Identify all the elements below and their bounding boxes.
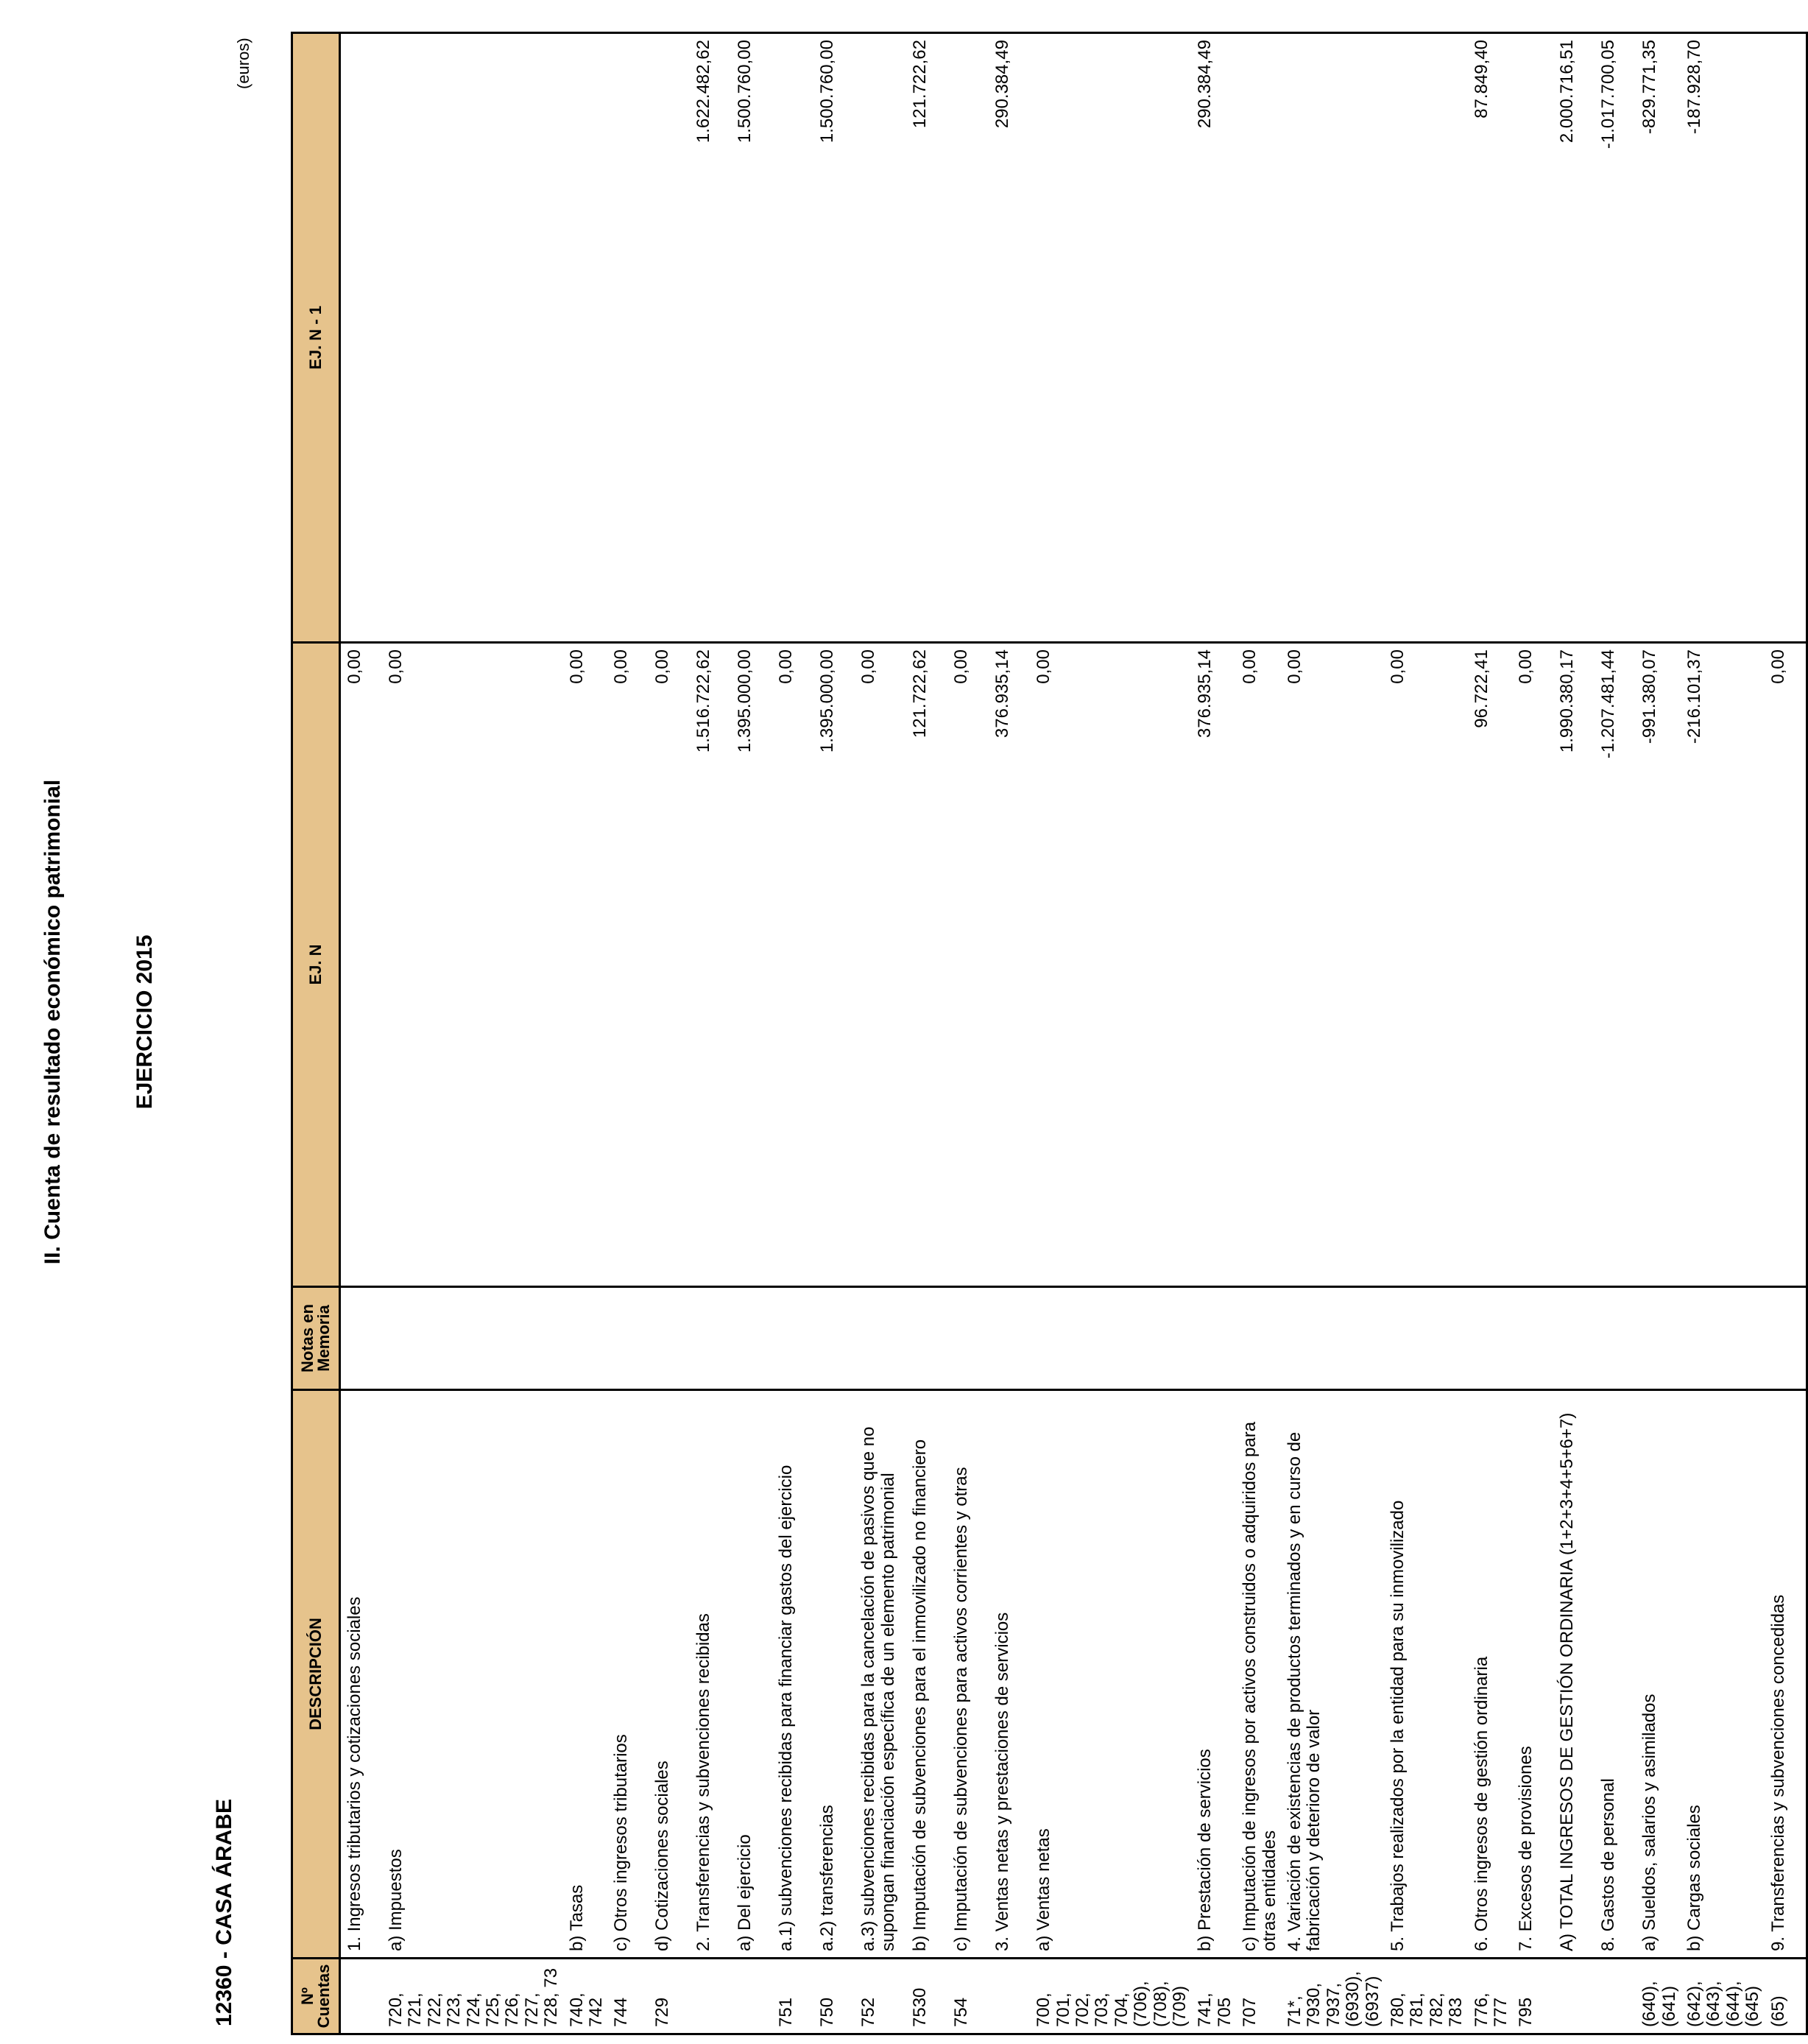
cell-current-year: 0,00: [1384, 643, 1468, 1287]
cell-account: [340, 1959, 383, 2034]
table-row: [690, 33, 731, 2034]
cell-account: (65): [1765, 1959, 1807, 2034]
table-row: [1468, 33, 1513, 2034]
cell-notes: [947, 1287, 989, 1390]
cell-account: 707: [1236, 1959, 1281, 2034]
cell-description: a) Ventas netas: [1030, 1390, 1191, 1959]
cell-current-year: 0,00: [1281, 643, 1384, 1287]
table-row: [731, 33, 772, 2034]
cell-account: 741, 705: [1191, 1959, 1236, 2034]
cell-current-year: 1.395.000,00: [813, 643, 855, 1287]
cell-current-year: 0,00: [1236, 643, 1281, 1287]
cell-notes: [1384, 1287, 1468, 1390]
cell-current-year: 0,00: [340, 643, 383, 1287]
cell-previous-year: [1236, 33, 1281, 643]
cell-account: 71*, 7930, 7937, (6930), (6937): [1281, 1959, 1384, 2034]
cell-previous-year: 290.384,49: [1191, 33, 1236, 643]
cell-current-year: 96.722,41: [1468, 643, 1513, 1287]
cell-notes: [813, 1287, 855, 1390]
cell-account: 776, 777: [1468, 1959, 1513, 2034]
table-row: [1681, 33, 1765, 2034]
table-row: [1236, 33, 1281, 2034]
cell-notes: [1595, 1287, 1636, 1390]
cell-current-year: 0,00: [1030, 643, 1191, 1287]
cell-description: 6. Otros ingresos de gestión ordinaria: [1468, 1390, 1513, 1959]
cell-current-year: 0,00: [607, 643, 649, 1287]
cell-previous-year: [1384, 33, 1468, 643]
cell-description: 9. Transferencias y subvenciones concedidas: [1765, 1390, 1807, 1959]
cell-notes: [563, 1287, 608, 1390]
table-row: [1765, 33, 1807, 2034]
cell-description: b) Tasas: [563, 1390, 608, 1959]
cell-current-year: -216.101,37: [1681, 643, 1765, 1287]
cell-notes: [1765, 1287, 1807, 1390]
cell-current-year: 376.935,14: [1191, 643, 1236, 1287]
cell-current-year: 1.990.380,17: [1553, 643, 1595, 1287]
cell-description: b) Prestación de servicios: [1191, 1390, 1236, 1959]
cell-notes: [1681, 1287, 1765, 1390]
cell-account: 744: [607, 1959, 649, 2034]
cell-previous-year: 1.500.760,00: [731, 33, 772, 643]
cell-description: A) TOTAL INGRESOS DE GESTIÓN ORDINARIA (1+2+3+4+5+6+7): [1553, 1390, 1595, 1959]
cell-previous-year: 2.000.716,51: [1553, 33, 1595, 643]
cell-description: 8. Gastos de personal: [1595, 1390, 1636, 1959]
table-row: [989, 33, 1030, 2034]
cell-current-year: 0,00: [947, 643, 989, 1287]
cell-notes: [1281, 1287, 1384, 1390]
cell-account: [1595, 1959, 1636, 2034]
cell-previous-year: 1.500.760,00: [813, 33, 855, 643]
cell-description: 2. Transferencias y subvenciones recibidas: [690, 1390, 731, 1959]
cell-previous-year: 1.622.482,62: [690, 33, 731, 643]
cell-previous-year: [1512, 33, 1553, 643]
cell-notes: [855, 1287, 906, 1390]
table-row: [813, 33, 855, 2034]
cell-previous-year: -187.928,70: [1681, 33, 1765, 643]
cell-description: a) Del ejercicio: [731, 1390, 772, 1959]
cell-description: 5. Trabajos realizados por la entidad para su inmovilizado: [1384, 1390, 1468, 1959]
entity-name: 12360 - CASA ÁRABE: [212, 1799, 236, 2026]
cell-previous-year: [1281, 33, 1384, 643]
cell-account: [731, 1959, 772, 2034]
cell-account: 750: [813, 1959, 855, 2034]
cell-notes: [1236, 1287, 1281, 1390]
cell-notes: [649, 1287, 690, 1390]
cell-current-year: -991.380,07: [1636, 643, 1681, 1287]
table-body: [340, 33, 1807, 2034]
cell-description: a.1) subvenciones recibidas para financiar gastos del ejercicio: [772, 1390, 813, 1959]
cell-account: 740, 742: [563, 1959, 608, 2034]
table-row: [855, 33, 906, 2034]
cell-previous-year: [1030, 33, 1191, 643]
cell-description: a.2) transferencias: [813, 1390, 855, 1959]
cell-previous-year: [607, 33, 649, 643]
cell-account: 751: [772, 1959, 813, 2034]
cell-notes: [989, 1287, 1030, 1390]
cell-previous-year: [563, 33, 608, 643]
currency-unit: (euros): [234, 38, 253, 89]
cell-notes: [1468, 1287, 1513, 1390]
cell-notes: [731, 1287, 772, 1390]
cell-notes: [772, 1287, 813, 1390]
cell-previous-year: [947, 33, 989, 643]
cell-current-year: 121.722,62: [906, 643, 947, 1287]
cell-account: [690, 1959, 731, 2034]
cell-account: [1553, 1959, 1595, 2034]
cell-description: 3. Ventas netas y prestaciones de servicios: [989, 1390, 1030, 1959]
cell-account: 754: [947, 1959, 989, 2034]
table-row: [947, 33, 989, 2034]
table-row: [1191, 33, 1236, 2034]
cell-account: (642), (643), (644), (645): [1681, 1959, 1765, 2034]
table-row: [563, 33, 608, 2034]
cell-previous-year: [340, 33, 383, 643]
table-row: [1512, 33, 1553, 2034]
cell-account: 780, 781, 782, 783: [1384, 1959, 1468, 2034]
cell-description: 4. Variación de existencias de productos terminados y en curso de fabricación y deterioro de valor: [1281, 1390, 1384, 1959]
cell-description: 1. Ingresos tributarios y cotizaciones sociales: [340, 1390, 383, 1959]
column-header-notes: Notas en Memoria: [292, 1287, 340, 1390]
cell-current-year: 0,00: [772, 643, 813, 1287]
cell-notes: [382, 1287, 563, 1390]
table-row: [649, 33, 690, 2034]
cell-previous-year: [855, 33, 906, 643]
cell-account: 7530: [906, 1959, 947, 2034]
cell-notes: [906, 1287, 947, 1390]
cell-account: 795: [1512, 1959, 1553, 2034]
cell-description: c) Imputación de ingresos por activos construidos o adquiridos para otras entidades: [1236, 1390, 1281, 1959]
cell-description: c) Otros ingresos tributarios: [607, 1390, 649, 1959]
cell-previous-year: 121.722,62: [906, 33, 947, 643]
cell-previous-year: 290.384,49: [989, 33, 1030, 643]
cell-notes: [1636, 1287, 1681, 1390]
table-header-row: [292, 33, 340, 2034]
cell-account: 720, 721, 722, 723, 724, 725, 726, 727, 728, 73: [382, 1959, 563, 2034]
column-header-previous-year: EJ. N - 1: [292, 33, 340, 643]
cell-description: a) Impuestos: [382, 1390, 563, 1959]
cell-previous-year: [772, 33, 813, 643]
cell-account: (640), (641): [1636, 1959, 1681, 2034]
cell-previous-year: -1.017.700,05: [1595, 33, 1636, 643]
cell-description: 7. Excesos de provisiones: [1512, 1390, 1553, 1959]
cell-previous-year: -829.771,35: [1636, 33, 1681, 643]
cell-notes: [340, 1287, 383, 1390]
cell-notes: [1553, 1287, 1595, 1390]
fiscal-year-heading: EJERCICIO 2015: [133, 934, 157, 1110]
column-header-current-year: EJ. N: [292, 643, 340, 1287]
cell-description: c) Imputación de subvenciones para activos corrientes y otras: [947, 1390, 989, 1959]
cell-previous-year: [649, 33, 690, 643]
cell-current-year: 0,00: [649, 643, 690, 1287]
table-row: [382, 33, 563, 2034]
cell-current-year: 376.935,14: [989, 643, 1030, 1287]
income-statement-table: [291, 32, 1808, 2035]
table-row: [1595, 33, 1636, 2034]
cell-notes: [607, 1287, 649, 1390]
cell-account: 729: [649, 1959, 690, 2034]
cell-previous-year: [382, 33, 563, 643]
page-title: II. Cuenta de resultado económico patrimonial: [40, 779, 65, 1265]
cell-notes: [1512, 1287, 1553, 1390]
table-row: [1281, 33, 1384, 2034]
cell-current-year: 0,00: [1512, 643, 1553, 1287]
cell-notes: [1191, 1287, 1236, 1390]
cell-account: [989, 1959, 1030, 2034]
table-row: [1553, 33, 1595, 2034]
table-row: [1384, 33, 1468, 2034]
cell-description: d) Cotizaciones sociales: [649, 1390, 690, 1959]
column-header-description: DESCRIPCIÓN: [292, 1390, 340, 1959]
cell-current-year: 0,00: [855, 643, 906, 1287]
cell-description: a.3) subvenciones recibidas para la cancelación de pasivos que no supongan financiación específica de un elemento patrimonial: [855, 1390, 906, 1959]
cell-previous-year: [1765, 33, 1807, 643]
table-row: [1636, 33, 1681, 2034]
table-row: [607, 33, 649, 2034]
column-header-account: Nº Cuentas: [292, 1959, 340, 2034]
cell-account: 700, 701, 702, 703, 704, (706), (708), (709): [1030, 1959, 1191, 2034]
table-row: [1030, 33, 1191, 2034]
table-row: [772, 33, 813, 2034]
cell-notes: [690, 1287, 731, 1390]
cell-current-year: 0,00: [563, 643, 608, 1287]
cell-current-year: 1.516.722,62: [690, 643, 731, 1287]
cell-current-year: -1.207.481,44: [1595, 643, 1636, 1287]
cell-previous-year: 87.849,40: [1468, 33, 1513, 643]
cell-description: a) Sueldos, salarios y asimilados: [1636, 1390, 1681, 1959]
table-row: [906, 33, 947, 2034]
cell-notes: [1030, 1287, 1191, 1390]
table-row: [340, 33, 383, 2034]
cell-account: 752: [855, 1959, 906, 2034]
cell-current-year: 1.395.000,00: [731, 643, 772, 1287]
cell-description: b) Cargas sociales: [1681, 1390, 1765, 1959]
cell-description: b) Imputación de subvenciones para el inmovilizado no financiero: [906, 1390, 947, 1959]
cell-current-year: 0,00: [382, 643, 563, 1287]
cell-current-year: 0,00: [1765, 643, 1807, 1287]
